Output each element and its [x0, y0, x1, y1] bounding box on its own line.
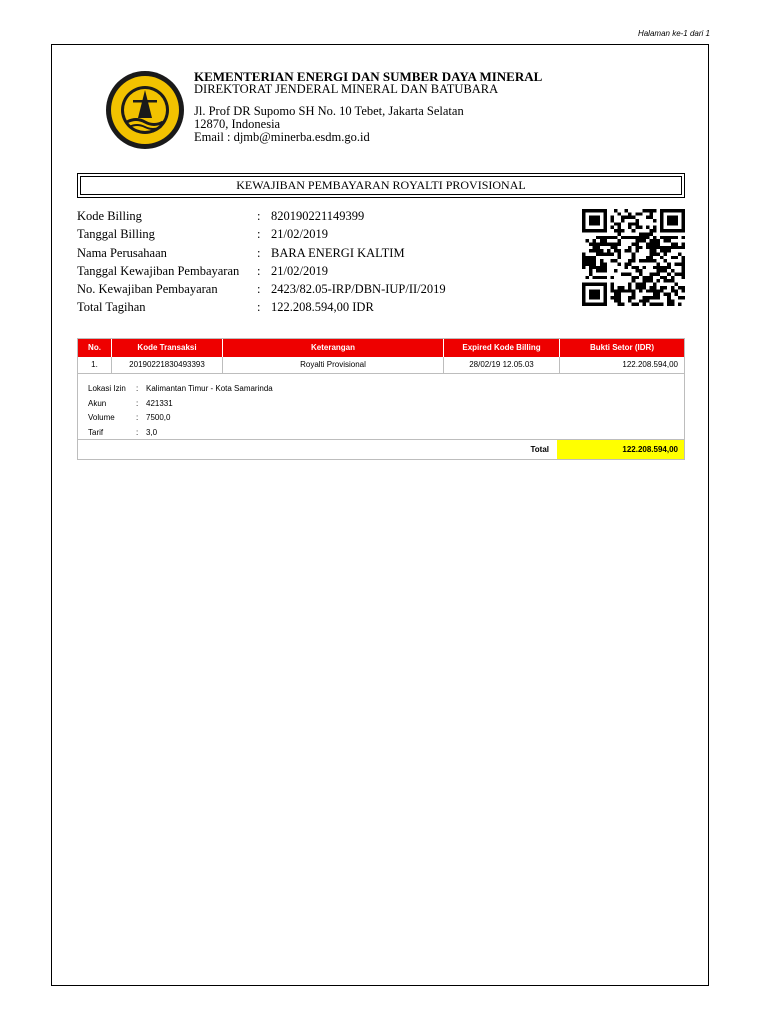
- total-row: [78, 440, 684, 459]
- info-row: Tanggal Billing : 21/02/2019: [77, 227, 446, 245]
- detail-value: 421331: [146, 398, 173, 408]
- table-row: [78, 357, 684, 374]
- cell-kode-transaksi: 20190221830493393: [111, 357, 222, 373]
- esdm-logo-icon: [105, 70, 185, 150]
- qr-code-icon: [582, 209, 685, 306]
- ministry-name: KEMENTERIAN ENERGI DAN SUMBER DAYA MINERAL: [194, 69, 543, 84]
- header-expired: Expired Kode Billing: [443, 339, 559, 357]
- cell-expired: 28/02/19 12.05.03: [443, 357, 559, 373]
- info-label: Kode Billing: [77, 209, 142, 223]
- cell-no: 1.: [91, 360, 98, 369]
- header: [194, 70, 542, 144]
- header-keterangan: Keterangan: [222, 339, 443, 357]
- email-line: Email : djmb@minerba.esdm.go.id: [194, 130, 370, 144]
- detail-row: Akun : 421331: [88, 397, 674, 412]
- detail-value: Kalimantan Timur - Kota Samarinda: [146, 384, 273, 393]
- info-value: 122.208.594,00 IDR: [271, 300, 374, 315]
- table-header: [78, 339, 684, 357]
- info-label: Tanggal Kewajiban Pembayaran: [77, 263, 240, 278]
- info-row: Tanggal Kewajiban Pembayaran : 21/02/2019: [77, 264, 446, 282]
- detail-label: Akun: [88, 398, 107, 408]
- detail-value: 7500,0: [146, 413, 171, 422]
- header-kode-transaksi: Kode Transaksi: [111, 339, 222, 357]
- address-line-2: 12870, Indonesia: [194, 117, 281, 131]
- transaction-details: [78, 374, 684, 440]
- detail-label: Tarif: [88, 427, 104, 437]
- info-row: Kode Billing : 820190221149399: [77, 209, 446, 227]
- info-label: No. Kewajiban Pembayaran: [77, 282, 218, 297]
- transaction-table: [77, 338, 685, 460]
- cell-keterangan: Royalti Provisional: [222, 357, 443, 373]
- info-label: Nama Perusahaan: [77, 245, 167, 260]
- info-row: Nama Perusahaan : BARA ENERGI KALTIM: [77, 246, 446, 264]
- info-row: No. Kewajiban Pembayaran : 2423/82.05-IRP/DBN-IUP/II/2019: [77, 282, 446, 300]
- header-no: No.: [88, 343, 101, 352]
- total-value: 122.208.594,00: [557, 440, 684, 459]
- document-title: KEWAJIBAN PEMBAYARAN ROYALTI PROVISIONAL: [80, 176, 682, 195]
- info-value: BARA ENERGI KALTIM: [271, 245, 405, 260]
- detail-label: Volume: [88, 413, 115, 422]
- detail-row: Volume : 7500,0: [88, 411, 674, 426]
- info-label: Total Tagihan: [77, 300, 146, 315]
- address-line-1: Jl. Prof DR Supomo SH No. 10 Tebet, Jakarta Selatan: [194, 104, 464, 118]
- billing-info: [77, 209, 446, 319]
- info-value: 820190221149399: [271, 209, 365, 223]
- directorate-name: DIREKTORAT JENDERAL MINERAL DAN BATUBARA: [194, 82, 499, 96]
- detail-row: Tarif : 3,0: [88, 426, 674, 441]
- info-value: 21/02/2019: [271, 263, 328, 278]
- document-title-box: [77, 173, 685, 198]
- info-value: 2423/82.05-IRP/DBN-IUP/II/2019: [271, 282, 446, 297]
- cell-bukti-setor: 122.208.594,00: [559, 357, 684, 373]
- total-label: Total: [530, 445, 549, 454]
- info-value: 21/02/2019: [271, 227, 328, 242]
- detail-row: Lokasi Izin : Kalimantan Timur - Kota Samarinda: [88, 382, 674, 397]
- detail-value: 3,0: [146, 427, 158, 437]
- page-number-label: Halaman ke-1 dari 1: [637, 29, 710, 38]
- detail-label: Lokasi Izin: [88, 384, 126, 393]
- info-label: Tanggal Billing: [77, 227, 155, 242]
- header-bukti-setor: Bukti Setor (IDR): [559, 339, 684, 357]
- info-row: Total Tagihan : 122.208.594,00 IDR: [77, 300, 446, 318]
